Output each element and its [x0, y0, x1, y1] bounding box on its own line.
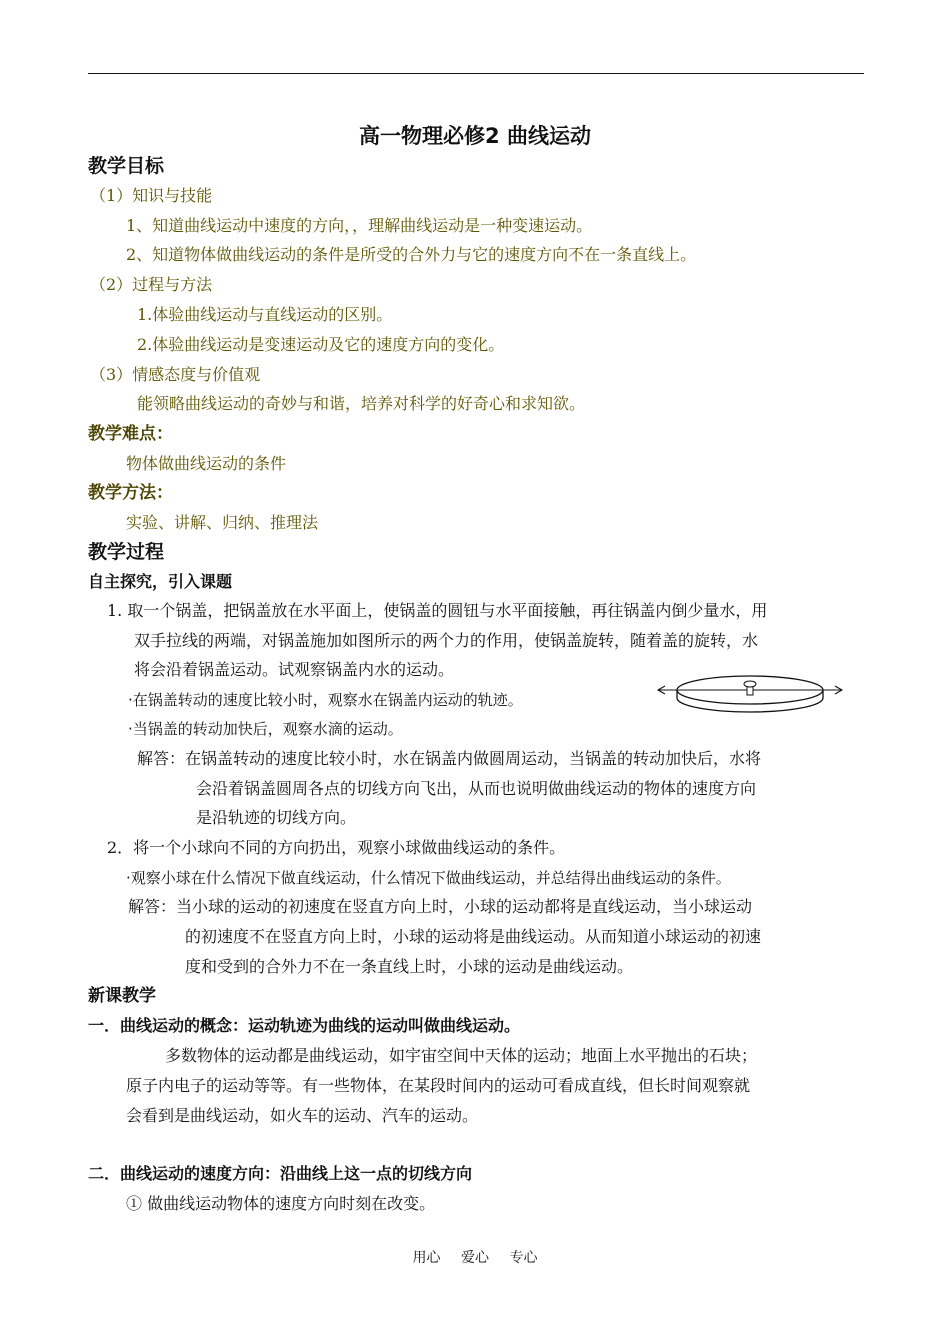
answer-2-line: 度和受到的合外力不在一条直线上时，小球的运动是曲线运动。: [185, 957, 634, 976]
objective-section-2: （2）过程与方法: [90, 275, 213, 294]
method-text: 实验、讲解、归纳、推理法: [126, 513, 319, 532]
section-two-title: 二．曲线运动的速度方向：沿曲线上这一点的切线方向: [88, 1164, 473, 1183]
section-one-title: 一．曲线运动的概念：运动轨迹为曲线的运动叫做曲线运动。: [88, 1016, 521, 1035]
intro-heading: 自主探究，引入课题: [88, 572, 233, 591]
process-heading: 教学过程: [88, 541, 165, 563]
objective-item: 能领略曲线运动的奇妙与和谐，培养对科学的好奇心和求知欲。: [137, 394, 586, 413]
observation-bullet: ·在锅盖转动的速度比较小时，观察水在锅盖内运动的轨迹。: [128, 691, 523, 709]
answer-1-line: 是沿轨迹的切线方向。: [196, 808, 357, 827]
section-one-text: 多数物体的运动都是曲线运动，如宇宙空间中天体的运动；地面上水平抛出的石块；: [165, 1046, 758, 1065]
objective-item: 1、知道曲线运动中速度的方向，，理解曲线运动是一种变速运动。: [126, 216, 593, 235]
new-lesson-heading: 新课教学: [88, 986, 156, 1006]
section-one-text: 原子内电子的运动等等。有一些物体，在某段时间内的运动可看成直线，但长时间观察就: [126, 1076, 751, 1095]
pot-lid-diagram: [655, 672, 845, 722]
difficulty-label: 教学难点：: [88, 424, 173, 444]
header-rule: [88, 73, 864, 74]
section-two-item: ① 做曲线运动物体的速度方向时刻在改变。: [126, 1194, 436, 1213]
process-item-2: 2．将一个小球向不同的方向扔出，观察小球做曲线运动的条件。: [107, 838, 566, 857]
observation-bullet: ·当锅盖的转动加快后，观察水滴的运动。: [128, 720, 403, 738]
process-item-1-line: 将会沿着锅盖运动。试观察锅盖内水的运动。: [134, 660, 455, 679]
objective-item: 2、知道物体做曲线运动的条件是所受的合外力与它的速度方向不在一条直线上。: [126, 245, 697, 264]
process-item-1-line: 双手拉线的两端，对锅盖施加如图所示的两个力的作用，使锅盖旋转，随着盖的旋转，水: [134, 631, 759, 650]
answer-2-line: 的初速度不在竖直方向上时，小球的运动将是曲线运动。从而知道小球运动的初速: [185, 927, 762, 946]
page-title: 高一物理必修2 曲线运动: [359, 124, 591, 148]
objectives-heading: 教学目标: [88, 155, 165, 177]
objective-section-1: （1）知识与技能: [90, 186, 213, 205]
answer-2: 解答：当小球的运动的初速度在竖直方向上时，小球的运动都将是直线运动，当小球运动: [128, 897, 753, 916]
answer-1: 解答：在锅盖转动的速度比较小时，水在锅盖内做圆周运动，当锅盖的转动加快后，水将: [137, 749, 762, 768]
observation-bullet-2: ·观察小球在什么情况下做直线运动，什么情况下做曲线运动，并总结得出曲线运动的条件。: [126, 869, 731, 887]
objective-item: 1.体验曲线运动与直线运动的区别。: [137, 305, 393, 324]
section-one-text: 会看到是曲线运动，如火车的运动、汽车的运动。: [126, 1106, 479, 1125]
answer-1-line: 会沿着锅盖圆周各点的切线方向飞出，从而也说明做曲线运动的物体的速度方向: [196, 779, 757, 798]
objective-item: 2.体验曲线运动是变速运动及它的速度方向的变化。: [137, 335, 505, 354]
page-footer: 用心 爱心 专心: [412, 1250, 538, 1266]
process-item-1: 1. 取一个锅盖，把锅盖放在水平面上，使锅盖的圆钮与水平面接触，再往锅盖内倒少量水，用: [107, 601, 768, 620]
objective-section-3: （3）情感态度与价值观: [90, 365, 261, 384]
method-label: 教学方法：: [88, 483, 173, 503]
difficulty-text: 物体做曲线运动的条件: [126, 454, 287, 473]
